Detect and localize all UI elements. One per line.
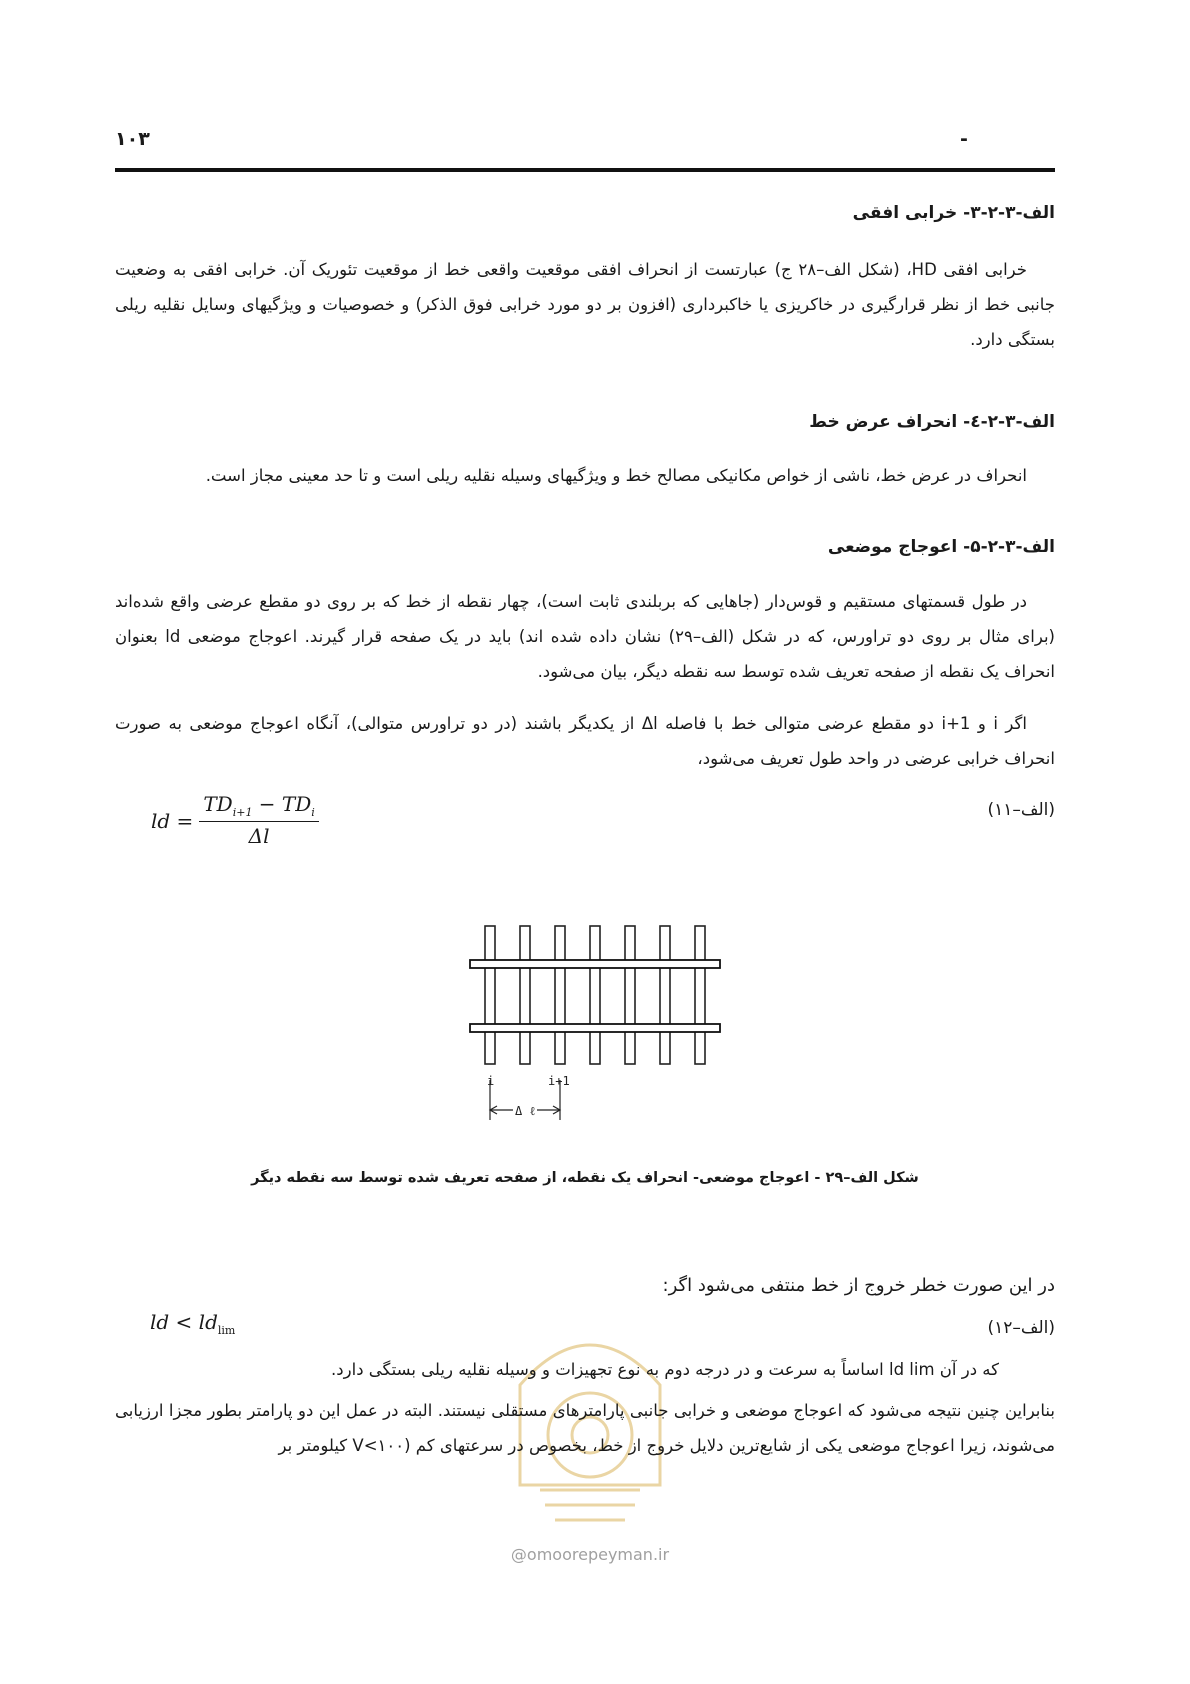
- paragraph-horizontal-defect: [115, 252, 1055, 357]
- equation-lhs: ld =: [151, 808, 194, 833]
- sleeper: [625, 926, 635, 1064]
- sleeper: [590, 926, 600, 1064]
- sleeper: [695, 926, 705, 1064]
- equation-11: [150, 792, 319, 849]
- sleeper: [520, 926, 530, 1064]
- equation-12: ld < $ld_{lim}$: [150, 1310, 236, 1337]
- paragraph-gauge-deviation: [115, 458, 1055, 493]
- equation-11-label: (الف–۱۱): [987, 800, 1055, 820]
- sleeper: [660, 926, 670, 1064]
- page-number: ۱۰۳: [115, 128, 150, 150]
- header-rule: [115, 168, 1055, 172]
- paragraph-ld-lim: [115, 1352, 1055, 1387]
- paragraph-text: اگر i و i+1 دو مقطع عرضی متوالی خط با فاصله Δl از یکدیگر باشند (در دو تراورس متوالی)، آنگاه اعوجاج موضعی به صورت انحراف خرابی عرضی در واحد طول تعریف می‌شود،: [115, 714, 1055, 768]
- heading-gauge-deviation: الف-۳-۲-٤- انحراف عرض خط: [809, 412, 1055, 432]
- paragraph-local-twist-1: [115, 584, 1055, 689]
- sleeper: [485, 926, 495, 1064]
- paragraph-text: در طول قسمتهای مستقیم و قوس‌دار (جاهایی که بربلندی ثابت است)، چهار نقطه از خط که بر روی دو مقطع عرضی واقع شده‌اند (برای مثال بر روی دو تراورس، که در شکل (الف–۲۹) نشان داده شده اند) باید در یک صفحه قرار گیرند. اعوجاج موضعی ld بعنوان انحراف یک نقطه از صفحه تعریف شده توسط سه نقطه دیگر، بیان می‌شود.: [115, 592, 1055, 681]
- heading-horizontal-defect: الف-۳-۲-۳- خرابی افقی: [852, 203, 1055, 223]
- equation-denominator: Δl: [248, 824, 270, 848]
- watermark-site: @omoorepeyman.ir: [510, 1545, 670, 1564]
- header-dash: -: [960, 128, 968, 150]
- paragraph-text: انحراف در عرض خط، ناشی از خواص مکانیکی مصالح خط و ویژگیهای وسیله نقلیه ریلی است و تا حد معینی مجاز است.: [205, 466, 1027, 485]
- sleeper: [555, 926, 565, 1064]
- track-sleepers-figure: [465, 920, 725, 1150]
- equation-numerator: $TD_{i+1} - TD_i$: [199, 792, 319, 822]
- label-i-plus-1: i+1: [548, 1074, 570, 1088]
- rail-bottom: [470, 1024, 720, 1032]
- heading-local-twist: الف-۳-۲-۵- اعوجاج موضعی: [827, 537, 1055, 557]
- equation-12-label: (الف–۱۲): [987, 1318, 1055, 1338]
- label-delta-l: Δ ℓ: [515, 1104, 536, 1118]
- paragraph-text: خرابی افقی HD، (شکل الف–۲۸ ج) عبارتست از انحراف افقی موقعیت واقعی خط از موقعیت تئوریک آن. خرابی افقی به وضعیت جانبی خط از نظر قرارگیری در خاکریزی یا خاکبرداری (افزون بر دو مورد خرابی فوق الذکر) و خصوصیات و ویژگیهای وسایل نقلیه ریلی بستگی دارد.: [115, 260, 1055, 349]
- label-i: i: [487, 1074, 495, 1088]
- figure-caption: شکل الف–۲۹ - اعوجاج موضعی- انحراف یک نقطه، از صفحه تعریف شده توسط سه نقطه دیگر: [251, 1170, 919, 1186]
- paragraph-text: که در آن ld lim اساساً به سرعت و در درجه دوم به نوع تجهیزات و وسیله نقلیه ریلی بستگی دارد.: [331, 1360, 999, 1379]
- sleepers: [485, 926, 705, 1064]
- rail-top: [470, 960, 720, 968]
- paragraph-derailment-condition: در این صورت خطر خروج از خط منتفی می‌شود اگر:: [662, 1275, 1055, 1296]
- paragraph-conclusion: بنابراین چنین نتیجه می‌شود که اعوجاج موضعی و خرابی جانبی پارامترهای مستقلی نیستند. البته در عمل این دو پارامتر بطور مجزا ارزیابی می‌شوند، زیرا اعوجاج موضعی یکی از شایع‌ترین دلایل خروج از خط، بخصوص در سرعتهای کم (V<۱۰۰ کیلومتر بر: [115, 1401, 1055, 1455]
- paragraph-local-twist-2: [115, 706, 1055, 776]
